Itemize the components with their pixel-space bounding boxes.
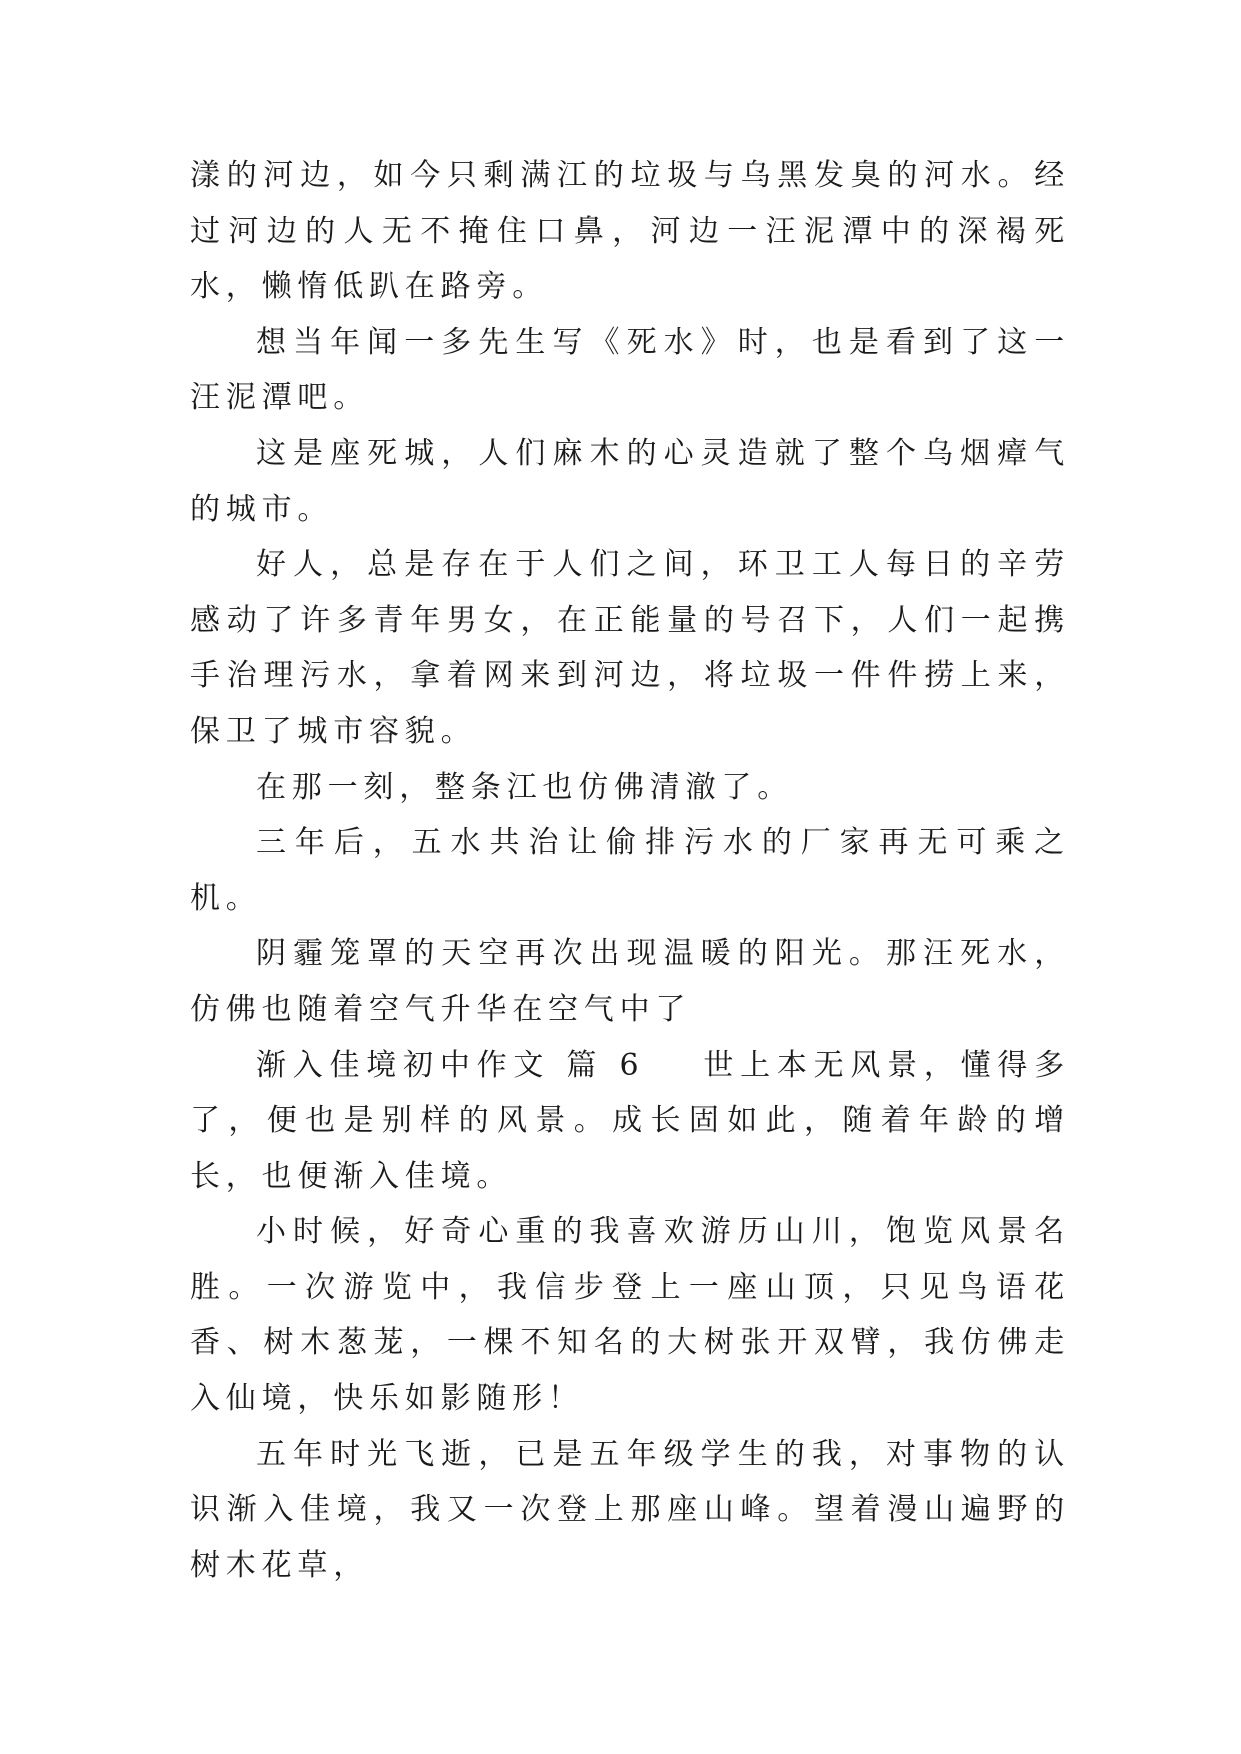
section-paragraph (190, 1038, 1070, 1205)
paragraph-wen-yiduo: 想当年闻一多先生写《死水》时，也是看到了这一汪泥潭吧。 (190, 324, 1070, 416)
section-heading: 渐入佳境初中作文 篇 6 (256, 1047, 645, 1083)
section-lead-text: 世上本无风景，懂得多了，便也是别样的风景。成长固如此，随着年龄的增长，也便渐入佳境。 (190, 1047, 1070, 1194)
paragraph-five-years: 五年时光飞逝，已是五年级学生的我，对事物的认识渐入佳境，我又一次登上那座山峰。望着漫山遍野的树木花草， (190, 1436, 1070, 1583)
paragraph-sunshine: 阴霾笼罩的天空再次出现温暖的阳光。那汪死水，仿佛也随着空气升华在空气中了 (190, 936, 1070, 1027)
paragraph-river-description: 漾的河边，如今只剩满江的垃圾与乌黑发臭的河水。经过河边的人无不掩住口鼻，河边一汪泥潭中的深褐死水，懒惰低趴在路旁。 (190, 158, 1070, 305)
paragraph-dead-city: 这是座死城，人们麻木的心灵造就了整个乌烟瘴气的城市。 (190, 435, 1070, 527)
paragraph-three-years-later: 三年后，五水共治让偷排污水的厂家再无可乘之机。 (190, 825, 1070, 916)
document-body (190, 148, 1070, 1593)
paragraph-childhood: 小时候，好奇心重的我喜欢游历山川，饱览风景名胜。一次游览中，我信步登上一座山顶，只见鸟语花香、树木葱茏，一棵不知名的大树张开双臂，我仿佛走入仙境，快乐如影随形！ (190, 1214, 1070, 1417)
paragraph-good-people: 好人，总是存在于人们之间，环卫工人每日的辛劳感动了许多青年男女，在正能量的号召下，人们一起携手治理污水，拿着网来到河边，将垃圾一件件捞上来，保卫了城市容貌。 (190, 547, 1070, 749)
paragraph-clear-river: 在那一刻，整条江也仿佛清澈了。 (256, 769, 793, 805)
